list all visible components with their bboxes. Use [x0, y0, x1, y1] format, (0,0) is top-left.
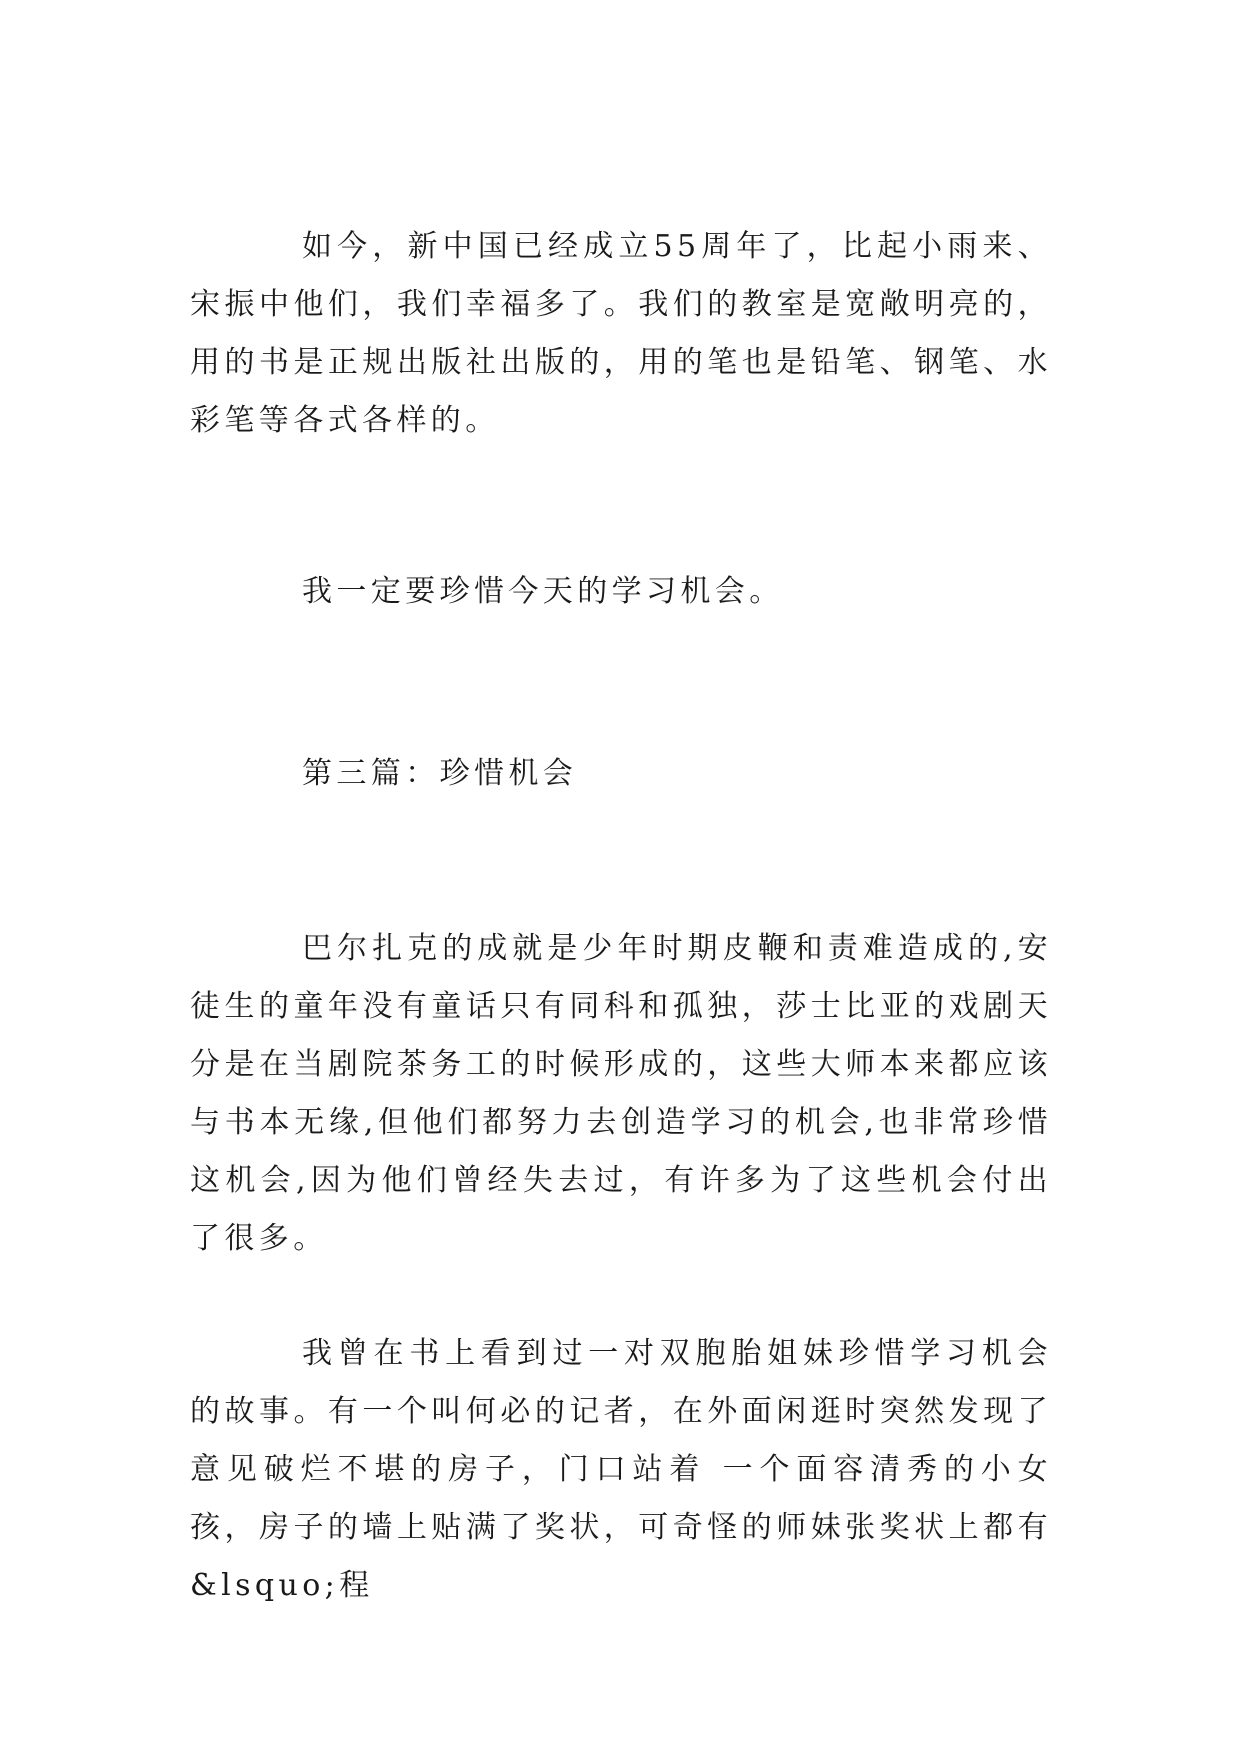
section-heading: 第三篇：珍惜机会 [302, 756, 578, 791]
paragraph-resolution: 我一定要珍惜今天的学习机会。 [302, 574, 784, 609]
paragraph-twins-story: 我曾在书上看到过一对双胞胎姐妹珍惜学习机会的故事。有一个叫何必的记者，在外面闲逛时突然发现了意见破烂不堪的房子，门口站着 一个面容清秀的小女孩，房子的墙上贴满了奖状，可奇怪的师妹张奖状上都有&lsquo;程 [190, 1336, 1052, 1603]
paragraph-intro: 如今，新中国已经成立55周年了，比起小雨来、宋振中他们，我们幸福多了。我们的教室是宽敞明亮的，用的书是正规出版社出版的，用的笔也是铅笔、钢笔、水彩笔等各式各样的。 [190, 229, 1052, 438]
paragraph-masters: 巴尔扎克的成就是少年时期皮鞭和责难造成的,安徒生的童年没有童话只有同科和孤独，莎士比亚的戏剧天分是在当剧院茶务工的时候形成的，这些大师本来都应该与书本无缘,但他们都努力去创造学习的机会,也非常珍惜这机会,因为他们曾经失去过，有许多为了这些机会付出了很多。 [190, 931, 1052, 1256]
